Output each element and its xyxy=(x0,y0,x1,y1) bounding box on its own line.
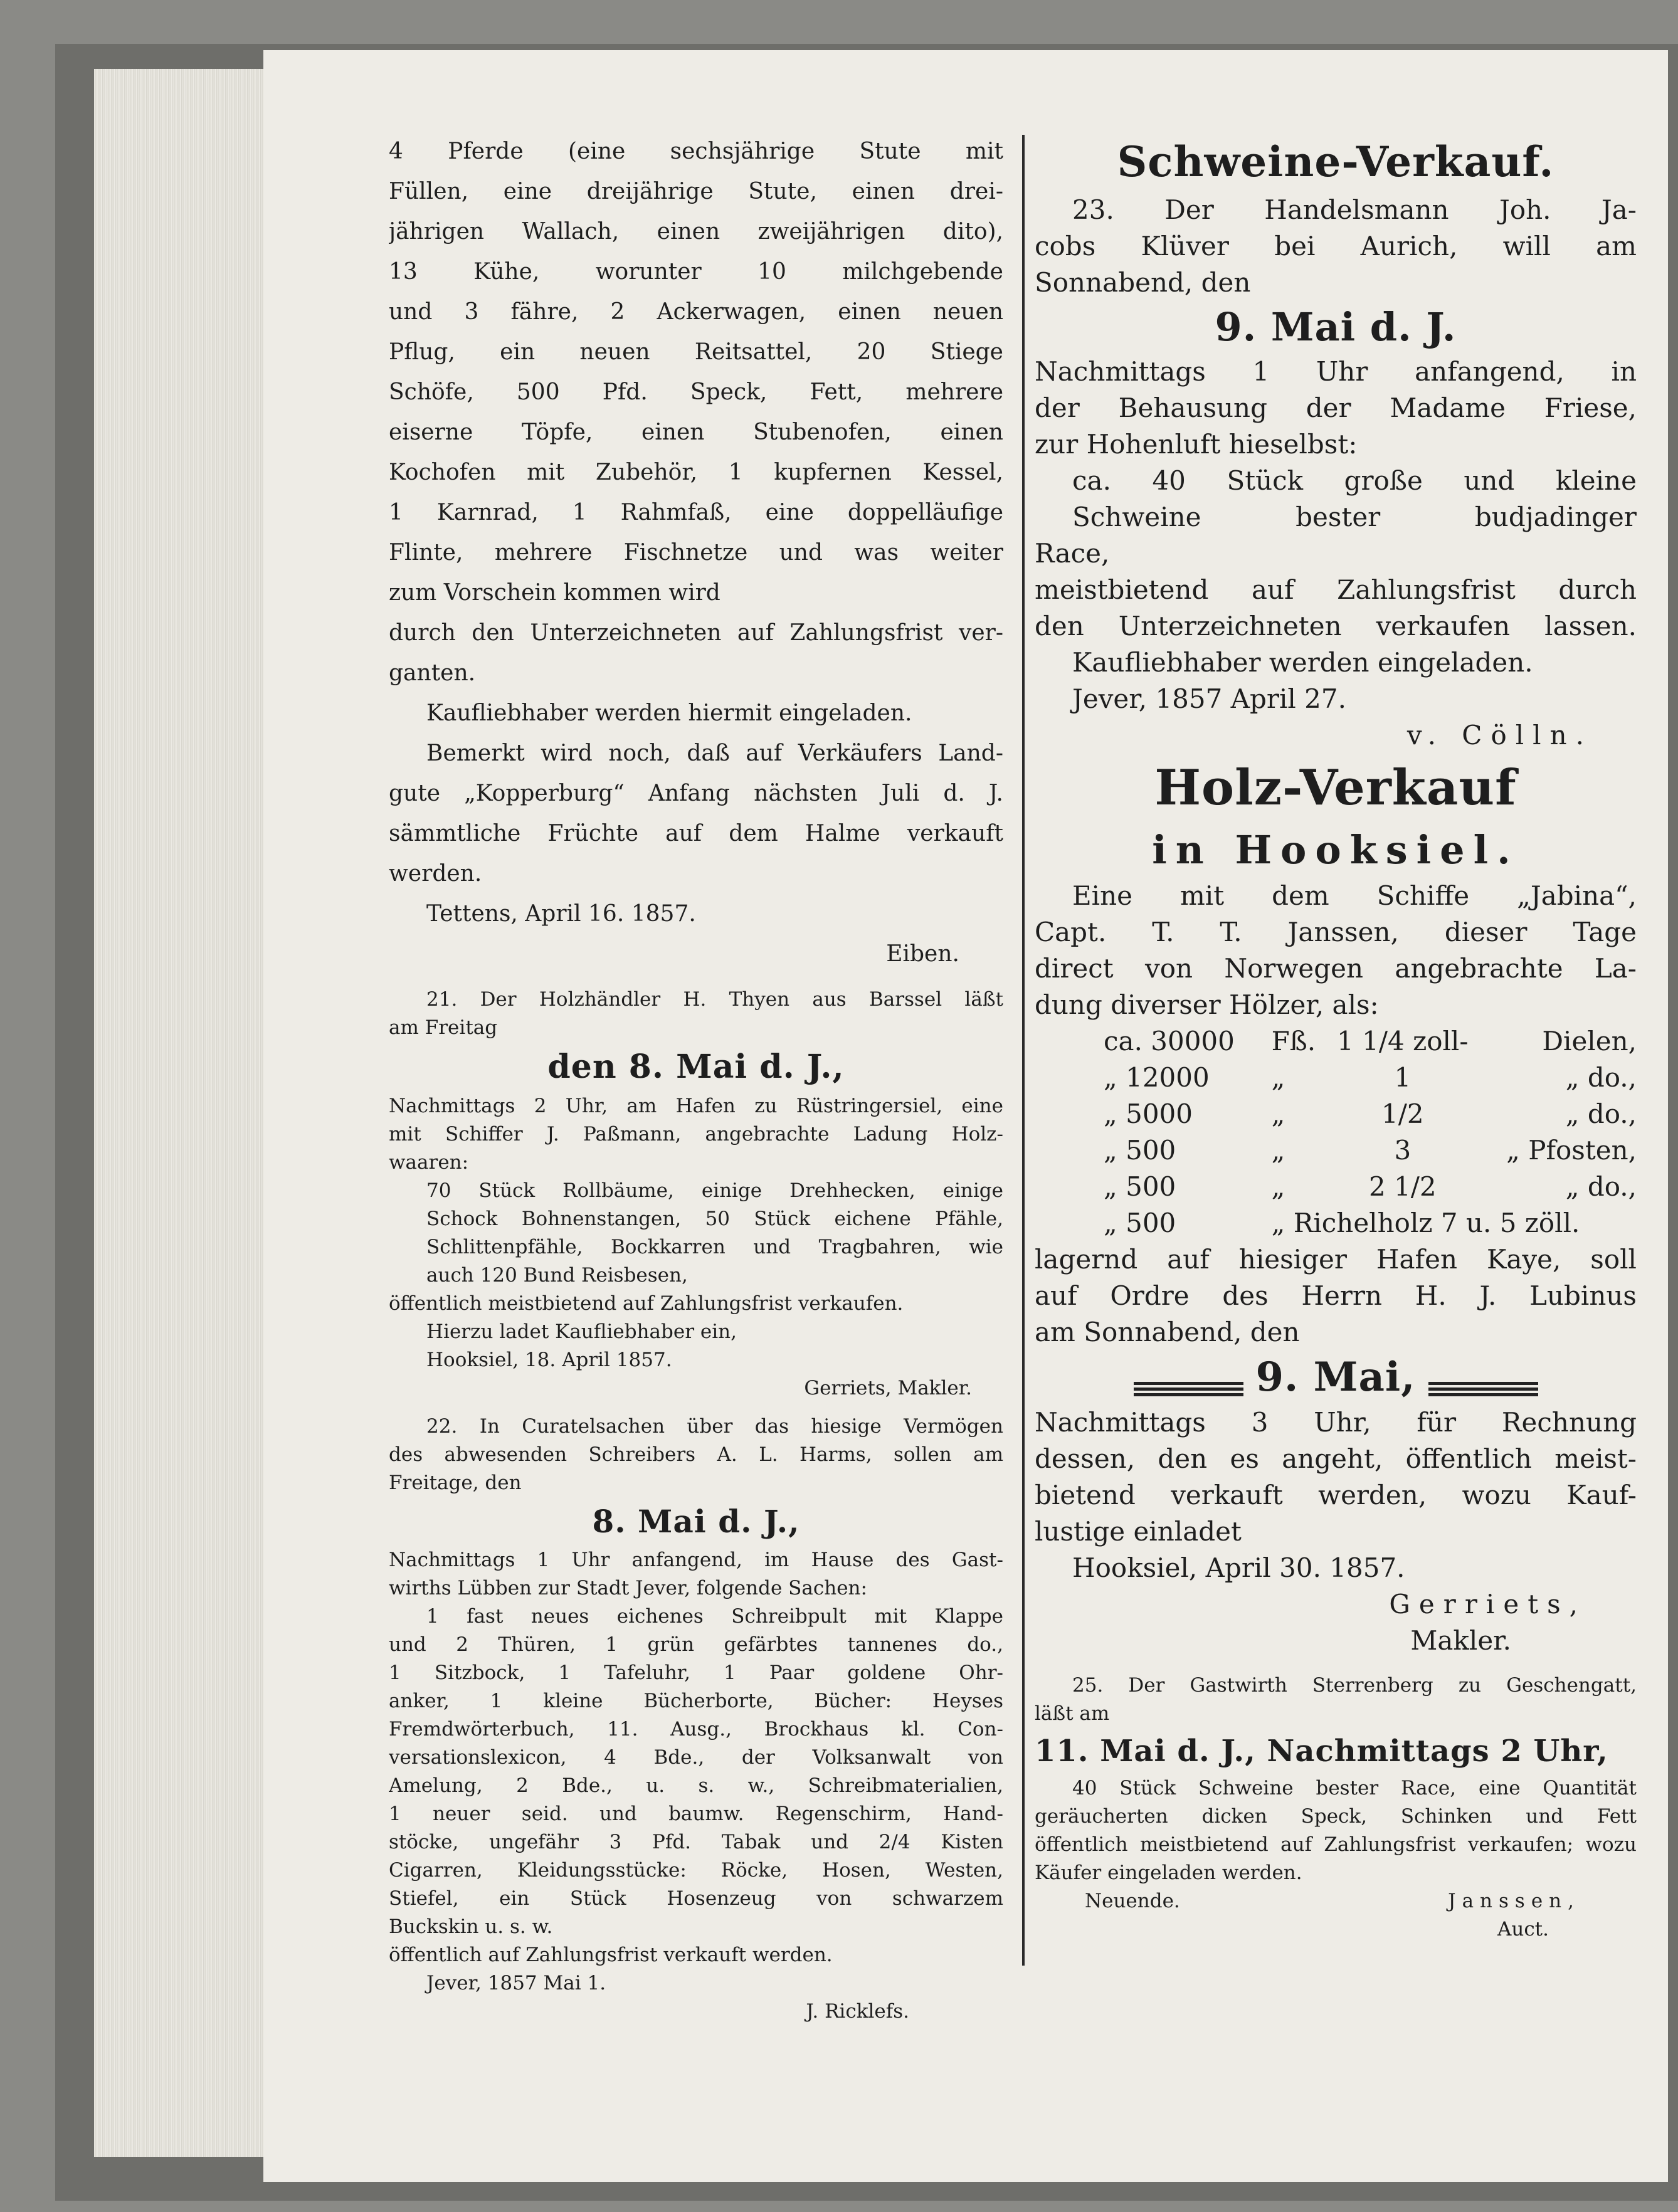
text-line: Schöfe, 500 Pfd. Speck, Fett, mehrere xyxy=(389,379,1003,405)
ad24-date-heading: 9. Mai, xyxy=(1255,1354,1416,1401)
text-line: zur Hohenluft hieselbst: xyxy=(1035,429,1358,460)
list-item: stöcke, ungefähr 3 Pfd. Tabak und 2/4 Kisten xyxy=(389,1831,1003,1853)
ad25-place: Neuende. xyxy=(1085,1890,1180,1912)
ad24-signature-name: Gerriets, xyxy=(1389,1589,1586,1620)
text-line: öffentlich meistbietend auf Zahlungsfrist verkaufen; wozu xyxy=(1035,1833,1637,1856)
text-line: eiserne Töpfe, einen Stubenofen, einen xyxy=(389,419,1003,445)
table-cell: „ 500 xyxy=(1104,1208,1176,1238)
text-line: Hierzu ladet Kaufliebhaber ein, xyxy=(426,1320,737,1343)
text-line: des abwesenden Schreibers A. L. Harms, sollen am xyxy=(389,1443,1003,1466)
decorative-rule-left xyxy=(1134,1380,1243,1396)
text-line: am Freitag xyxy=(389,1016,498,1039)
text-line: Nachmittags 3 Uhr, für Rechnung xyxy=(1035,1407,1637,1438)
text-line: und 3 fähre, 2 Ackerwagen, einen neuen xyxy=(389,299,1003,325)
text-line: Kochofen mit Zubehör, 1 kupfernen Kessel, xyxy=(389,460,1003,485)
list-item: anker, 1 kleine Bücherborte, Bücher: Heyses xyxy=(389,1690,1003,1712)
list-item: Stiefel, ein Stück Hosenzeug von schwarzem xyxy=(389,1887,1003,1910)
text-line: 40 Stück Schweine bester Race, eine Quantität xyxy=(1072,1777,1637,1799)
text-line: Bemerkt wird noch, daß auf Verkäufers Land- xyxy=(426,740,1003,766)
ad21-closing xyxy=(389,1290,1003,1374)
table-cell: „ do., xyxy=(1565,1062,1637,1093)
ad21-items xyxy=(389,1177,1003,1290)
ad22-signature: J. Ricklefs. xyxy=(806,2000,909,2023)
text-line: Nachmittags 2 Uhr, am Hafen zu Rüstringersiel, eine xyxy=(389,1095,1003,1117)
list-item: versationslexicon, 4 Bde., der Volksanwalt von xyxy=(389,1746,1003,1769)
ad25-body xyxy=(1035,1774,1637,1887)
text-line: öffentlich auf Zahlungsfrist verkauft werden. xyxy=(389,1944,833,1966)
left-column xyxy=(389,132,1003,2026)
text-line: Hooksiel, April 30. 1857. xyxy=(1072,1552,1405,1583)
text-line: Freitage, den xyxy=(389,1472,522,1494)
text-line: dessen, den es angeht, öffentlich meist- xyxy=(1035,1443,1637,1474)
ad23-heading-lines xyxy=(1035,192,1637,301)
list-item: Schock Bohnenstangen, 50 Stück eichene Pfähle, xyxy=(426,1208,1003,1230)
ad23-body xyxy=(1035,354,1637,717)
list-item: Amelung, 2 Bde., u. s. w., Schreibmaterialien, xyxy=(389,1774,1003,1797)
intro-ad xyxy=(389,132,1003,934)
ad21-heading-lines xyxy=(389,986,1003,1042)
table-cell: „ Pfosten, xyxy=(1506,1135,1637,1166)
table-cell: 1/2 xyxy=(1381,1098,1424,1129)
table-cell: „ xyxy=(1271,1098,1285,1129)
text-line: 13 Kühe, worunter 10 milchgebende xyxy=(389,259,1003,285)
text-line: Nachmittags 1 Uhr anfangend, im Hause des Gast- xyxy=(389,1549,1003,1571)
text-line: Sonnabend, den xyxy=(1035,267,1251,298)
table-cell: „ 500 xyxy=(1104,1135,1176,1166)
list-item: 1 neuer seid. und baumw. Regenschirm, Hand- xyxy=(389,1803,1003,1825)
text-line: zum Vorschein kommen wird xyxy=(389,580,720,606)
text-line: werden. xyxy=(389,861,482,887)
ad21-date-heading: den 8. Mai d. J., xyxy=(547,1048,845,1086)
page-edges xyxy=(94,69,266,2157)
text-line: 1 Karnrad, 1 Rahmfaß, eine doppelläufige xyxy=(389,500,1003,525)
table-cell: ca. 30000 xyxy=(1104,1026,1235,1056)
text-line: durch den Unterzeichneten auf Zahlungsfrist ver- xyxy=(389,620,1003,646)
text-line: Kaufliebhaber werden eingeladen. xyxy=(1072,647,1533,678)
text-line: 4 Pferde (eine sechsjährige Stute mit xyxy=(389,139,1003,164)
text-line: Jever, 1857 Mai 1. xyxy=(426,1972,606,1994)
text-line: am Sonnabend, den xyxy=(1035,1317,1300,1347)
ad23-date-heading: 9. Mai d. J. xyxy=(1215,304,1457,350)
text-line: Füllen, eine dreijährige Stute, einen drei- xyxy=(389,179,1003,204)
intro-signature: Eiben. xyxy=(886,941,959,967)
column-divider xyxy=(1022,135,1025,1966)
text-line: Käufer eingeladen werden. xyxy=(1035,1862,1302,1884)
ad24-date-row xyxy=(1035,1351,1637,1404)
table-cell: „ 12000 xyxy=(1104,1062,1210,1093)
text-line: Race, xyxy=(1035,538,1110,569)
text-line: Tettens, April 16. 1857. xyxy=(426,901,696,927)
text-line: meistbietend auf Zahlungsfrist durch xyxy=(1035,574,1637,605)
text-line: öffentlich meistbietend auf Zahlungsfrist verkaufen. xyxy=(389,1292,904,1315)
text-line: wirths Lübben zur Stadt Jever, folgende Sachen: xyxy=(389,1577,867,1599)
ad24-closing xyxy=(1035,1404,1637,1586)
ad25-signature-name: Janssen, xyxy=(1448,1890,1580,1912)
table-cell: „ Richelholz 7 u. 5 zöll. xyxy=(1271,1208,1580,1238)
table-row xyxy=(1035,1060,1637,1096)
ad24-signature-title: Makler. xyxy=(1410,1625,1511,1656)
table-cell: „ xyxy=(1271,1062,1285,1093)
text-line: mit Schiffer J. Paßmann, angebrachte Ladung Holz- xyxy=(389,1123,1003,1146)
text-line: Pflug, ein neuen Reitsattel, 20 Stiege xyxy=(389,339,1003,365)
list-item: 1 Sitzbock, 1 Tafeluhr, 1 Paar goldene Ohr- xyxy=(389,1662,1003,1684)
text-line: 21. Der Holzhändler H. Thyen aus Barssel läßt xyxy=(426,988,1003,1011)
table-row xyxy=(1035,1205,1637,1241)
text-line: 23. Der Handelsmann Joh. Ja- xyxy=(1072,194,1637,225)
ad25-heading-lines xyxy=(1035,1672,1637,1728)
text-line: ca. 40 Stück große und kleine xyxy=(1072,465,1637,496)
text-line: den Unterzeichneten verkaufen lassen. xyxy=(1035,611,1637,641)
wood-table xyxy=(1035,1023,1637,1241)
list-item: und 2 Thüren, 1 grün gefärbtes tannenes do., xyxy=(389,1633,1003,1656)
text-line: gute „Kopperburg“ Anfang nächsten Juli d. J. xyxy=(389,781,1003,806)
text-line: dung diverser Hölzer, als: xyxy=(1035,989,1379,1020)
text-line: auf Ordre des Herrn H. J. Lubinus xyxy=(1035,1280,1637,1311)
text-line: lagernd auf hiesiger Hafen Kaye, soll xyxy=(1035,1244,1637,1275)
ad22-heading-lines xyxy=(389,1413,1003,1497)
ad22-date-heading: 8. Mai d. J., xyxy=(592,1503,800,1540)
text-line: Capt. T. T. Janssen, dieser Tage xyxy=(1035,917,1637,947)
ad25-signature-row xyxy=(1035,1887,1637,1915)
table-cell: 1 1/4 zoll- xyxy=(1337,1026,1469,1056)
text-line: Flinte, mehrere Fischnetze und was weiter xyxy=(389,540,1003,566)
ad24-subtitle: in Hooksiel. xyxy=(1152,827,1519,873)
table-cell: Dielen, xyxy=(1542,1026,1637,1056)
text-line: läßt am xyxy=(1035,1702,1110,1725)
ad21-body xyxy=(389,1092,1003,1177)
ad23-title: Schweine-Verkauf. xyxy=(1117,137,1554,186)
list-item: Fremdwörterbuch, 11. Ausg., Brockhaus kl. Con- xyxy=(389,1718,1003,1741)
ad25-signature-title: Auct. xyxy=(1497,1918,1549,1941)
table-row xyxy=(1035,1096,1637,1132)
text-line: direct von Norwegen angebrachte La- xyxy=(1035,953,1637,984)
text-line: geräucherten dicken Speck, Schinken und Fett xyxy=(1035,1805,1637,1828)
table-cell: „ do., xyxy=(1565,1098,1637,1129)
ad24-body xyxy=(1035,1241,1637,1351)
text-line: sämmtliche Früchte auf dem Halme verkauft xyxy=(389,821,1003,846)
table-row xyxy=(1035,1132,1637,1169)
table-cell: 2 1/2 xyxy=(1368,1171,1437,1202)
text-line: cobs Klüver bei Aurich, will am xyxy=(1035,231,1637,261)
ad25-date-heading: 11. Mai d. J., Nachmittags 2 Uhr, xyxy=(1035,1734,1608,1769)
list-item: Buckskin u. s. w. xyxy=(389,1915,553,1938)
text-line: waaren: xyxy=(389,1151,469,1174)
table-cell: „ xyxy=(1271,1135,1285,1166)
table-cell: „ 5000 xyxy=(1104,1098,1193,1129)
text-line: ganten. xyxy=(389,660,476,686)
text-line: Jever, 1857 April 27. xyxy=(1072,683,1346,714)
text-line: Nachmittags 1 Uhr anfangend, in xyxy=(1035,356,1637,387)
text-line: Eine mit dem Schiffe „Jabina“, xyxy=(1072,880,1637,911)
table-row xyxy=(1035,1023,1637,1060)
table-cell: 3 xyxy=(1394,1135,1412,1166)
ad22-closing xyxy=(389,1941,1003,1998)
right-column xyxy=(1035,132,1637,1944)
ad22-items xyxy=(389,1603,1003,1941)
ad21-signature: Gerriets, Makler. xyxy=(804,1377,972,1399)
list-item: auch 120 Bund Reisbesen, xyxy=(426,1264,688,1287)
text-line: lustige einladet xyxy=(1035,1516,1242,1547)
text-line: 25. Der Gastwirth Sterrenberg zu Geschengatt, xyxy=(1072,1674,1637,1697)
ad24-title: Holz-Verkauf xyxy=(1154,759,1517,816)
decorative-rule-right xyxy=(1428,1380,1538,1396)
table-cell: Fß. xyxy=(1271,1026,1316,1056)
ad22-body xyxy=(389,1546,1003,1603)
table-cell: „ 500 xyxy=(1104,1171,1176,1202)
text-line: 22. In Curatelsachen über das hiesige Vermögen xyxy=(426,1415,1003,1438)
list-item: 1 fast neues eichenes Schreibpult mit Klappe xyxy=(426,1605,1003,1628)
ad24-intro-lines xyxy=(1035,878,1637,1023)
text-line: bietend verkauft werden, wozu Kauf- xyxy=(1035,1480,1637,1510)
text-line: jährigen Wallach, einen zweijährigen dito), xyxy=(389,219,1003,245)
table-cell: 1 xyxy=(1394,1062,1412,1093)
list-item: 70 Stück Rollbäume, einige Drehhecken, einige xyxy=(426,1179,1003,1202)
ad23-signature: v. Cölln. xyxy=(1406,720,1593,750)
list-item: Schlittenpfähle, Bockkarren und Tragbahren, wie xyxy=(426,1236,1003,1258)
text-line: Schweine bester budjadinger xyxy=(1072,502,1637,532)
table-row xyxy=(1035,1169,1637,1205)
text-line: Kaufliebhaber werden hiermit eingeladen. xyxy=(426,700,912,726)
table-cell: „ xyxy=(1271,1171,1285,1202)
table-cell: „ do., xyxy=(1565,1171,1637,1202)
text-line: Hooksiel, 18. April 1857. xyxy=(426,1349,672,1371)
list-item: Cigarren, Kleidungsstücke: Röcke, Hosen, Westen, xyxy=(389,1859,1003,1882)
text-line: der Behausung der Madame Friese, xyxy=(1035,392,1637,423)
